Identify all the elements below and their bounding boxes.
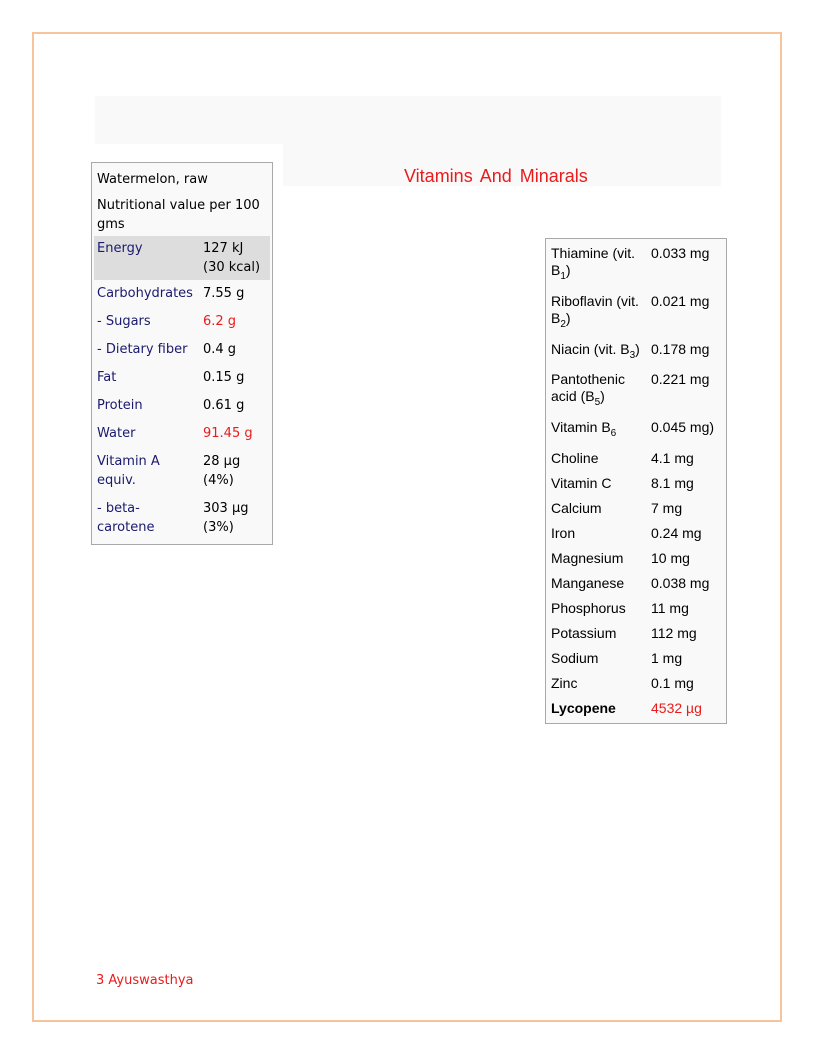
vitamin-row	[547, 596, 725, 621]
vitamin-name	[547, 289, 647, 337]
lycopene-value: 4532 µg	[651, 699, 702, 716]
vitamin-row	[547, 496, 725, 521]
vitamin-name	[547, 571, 647, 596]
nutrient-label: - beta-carotene	[97, 501, 155, 535]
vitamin-name-text: Thiamine (vit. B	[551, 245, 636, 278]
nutrition-table	[94, 165, 270, 542]
nutrition-infobox	[91, 162, 273, 545]
nutrition-row	[94, 495, 270, 542]
vitamin-subscript: 6	[610, 427, 617, 439]
nutrition-row	[94, 420, 270, 448]
nutrient-label: Fat	[97, 370, 117, 385]
vitamin-row	[547, 646, 725, 671]
vitamin-value: 0.221 mg	[651, 371, 710, 388]
vitamin-name-text: Potassium	[551, 624, 617, 641]
vitamin-name	[547, 415, 647, 446]
vitamin-subscript: 3	[629, 349, 636, 361]
nutrient-value: 303 µg (3%)	[203, 501, 249, 535]
vitamin-name-tail: )	[565, 309, 571, 326]
infobox-caption-row	[94, 191, 270, 236]
vitamin-name-tail: )	[565, 262, 571, 278]
vitamin-name	[547, 546, 647, 571]
vitamin-value: 8.1 mg	[651, 474, 694, 491]
vitamin-value: 0.038 mg	[651, 574, 710, 591]
vitamin-value: 0.1 mg	[651, 674, 694, 691]
nutrient-label: Protein	[97, 398, 143, 413]
nutrition-row	[94, 364, 270, 392]
vitamin-row	[547, 367, 725, 415]
vitamin-value: 11 mg	[651, 599, 689, 616]
vitamin-name	[547, 646, 647, 671]
vitamin-row	[547, 471, 725, 496]
nutrition-row	[94, 392, 270, 420]
vitamin-subscript: 1	[560, 270, 566, 282]
vitamin-row	[547, 289, 725, 337]
nutrient-label: - Dietary fiber	[97, 342, 188, 357]
nutrition-row	[94, 280, 270, 308]
nutrient-value: 0.4 g	[203, 342, 237, 357]
infobox-title: Watermelon, raw	[97, 172, 208, 187]
nutrient-label: Water	[97, 426, 136, 441]
vitamin-name	[547, 521, 647, 546]
vitamin-row	[547, 415, 725, 446]
vitamin-name-text: Zinc	[551, 674, 578, 691]
vitamins-table	[545, 238, 727, 724]
vitamin-name-text: Vitamin B	[551, 419, 611, 436]
vitamin-name	[547, 596, 647, 621]
vitamin-name-text: Sodium	[551, 649, 599, 666]
vitamin-name	[547, 496, 647, 521]
vitamin-name-text: Manganese	[551, 574, 625, 591]
nutrition-row	[94, 308, 270, 336]
energy-row	[94, 236, 270, 280]
nutrient-value: 0.61 g	[203, 398, 245, 413]
vitamin-name-text: Magnesium	[551, 549, 624, 566]
vitamin-value: 7 mg	[651, 499, 683, 516]
vitamin-name-text: Niacin (vit. B	[551, 340, 630, 357]
vitamins-grid	[547, 241, 725, 721]
vitamin-name-text: Vitamin C	[551, 474, 612, 491]
lycopene-label: Lycopene	[551, 699, 616, 716]
vitamin-value: 4.1 mg	[651, 449, 694, 466]
nutrient-value: 6.2 g	[203, 314, 237, 329]
vitamin-row	[547, 671, 725, 696]
vitamin-name	[547, 241, 647, 289]
vitamin-name-text: Pantothenic acid (B	[551, 371, 625, 405]
vitamin-value: 1 mg	[651, 649, 683, 666]
vitamin-value: 0.021 mg	[651, 292, 710, 309]
vitamin-row	[547, 521, 725, 546]
vitamin-value: 0.178 mg	[651, 340, 710, 357]
energy-label: Energy	[94, 236, 200, 280]
vitamin-row	[547, 546, 725, 571]
nutrient-value: 7.55 g	[203, 286, 245, 301]
infobox-title-row	[94, 165, 270, 191]
vitamin-subscript: 5	[594, 397, 601, 409]
lycopene-row	[547, 696, 725, 721]
header-band	[95, 96, 721, 144]
page-footer: 3 Ayuswasthya	[96, 973, 194, 988]
vitamin-row	[547, 571, 725, 596]
nutrient-label: Carbohydrates	[97, 286, 193, 301]
nutrition-row	[94, 336, 270, 364]
vitamin-value: 0.045 mg)	[651, 419, 715, 436]
energy-value: 127 kJ (30 kcal)	[200, 236, 270, 280]
vitamin-name-text: Choline	[551, 449, 599, 466]
vitamin-value: 0.033 mg	[651, 245, 710, 261]
nutrient-value: 91.45 g	[203, 426, 253, 441]
vitamin-subscript: 2	[560, 318, 566, 330]
vitamin-name-text: Calcium	[551, 499, 602, 516]
nutrient-label: Vitamin A equiv.	[97, 454, 160, 488]
vitamin-row	[547, 337, 725, 368]
nutrient-value: 28 µg (4%)	[203, 454, 241, 488]
page-title: Vitamins And Minarals	[404, 166, 588, 186]
vitamin-row	[547, 241, 725, 289]
infobox-caption: Nutritional value per 100 gms	[97, 198, 260, 232]
nutrition-row	[94, 448, 270, 495]
vitamin-row	[547, 446, 725, 471]
vitamin-name-tail: )	[600, 388, 605, 405]
vitamin-name-text: Phosphorus	[551, 599, 626, 616]
vitamin-name	[547, 337, 647, 368]
vitamin-name	[547, 471, 647, 496]
vitamin-name	[547, 621, 647, 646]
vitamin-name	[547, 671, 647, 696]
nutrient-label: - Sugars	[97, 314, 151, 329]
vitamin-value: 0.24 mg	[651, 524, 702, 541]
vitamin-value: 10 mg	[651, 549, 690, 566]
vitamin-name-tail: )	[635, 340, 640, 357]
vitamin-name-text: Iron	[551, 524, 576, 541]
vitamin-name	[547, 446, 647, 471]
vitamin-row	[547, 621, 725, 646]
vitamin-name-text: Riboflavin (vit. B	[551, 292, 639, 326]
vitamin-name	[547, 367, 647, 415]
nutrient-value: 0.15 g	[203, 370, 245, 385]
vitamin-value: 112 mg	[651, 624, 697, 641]
